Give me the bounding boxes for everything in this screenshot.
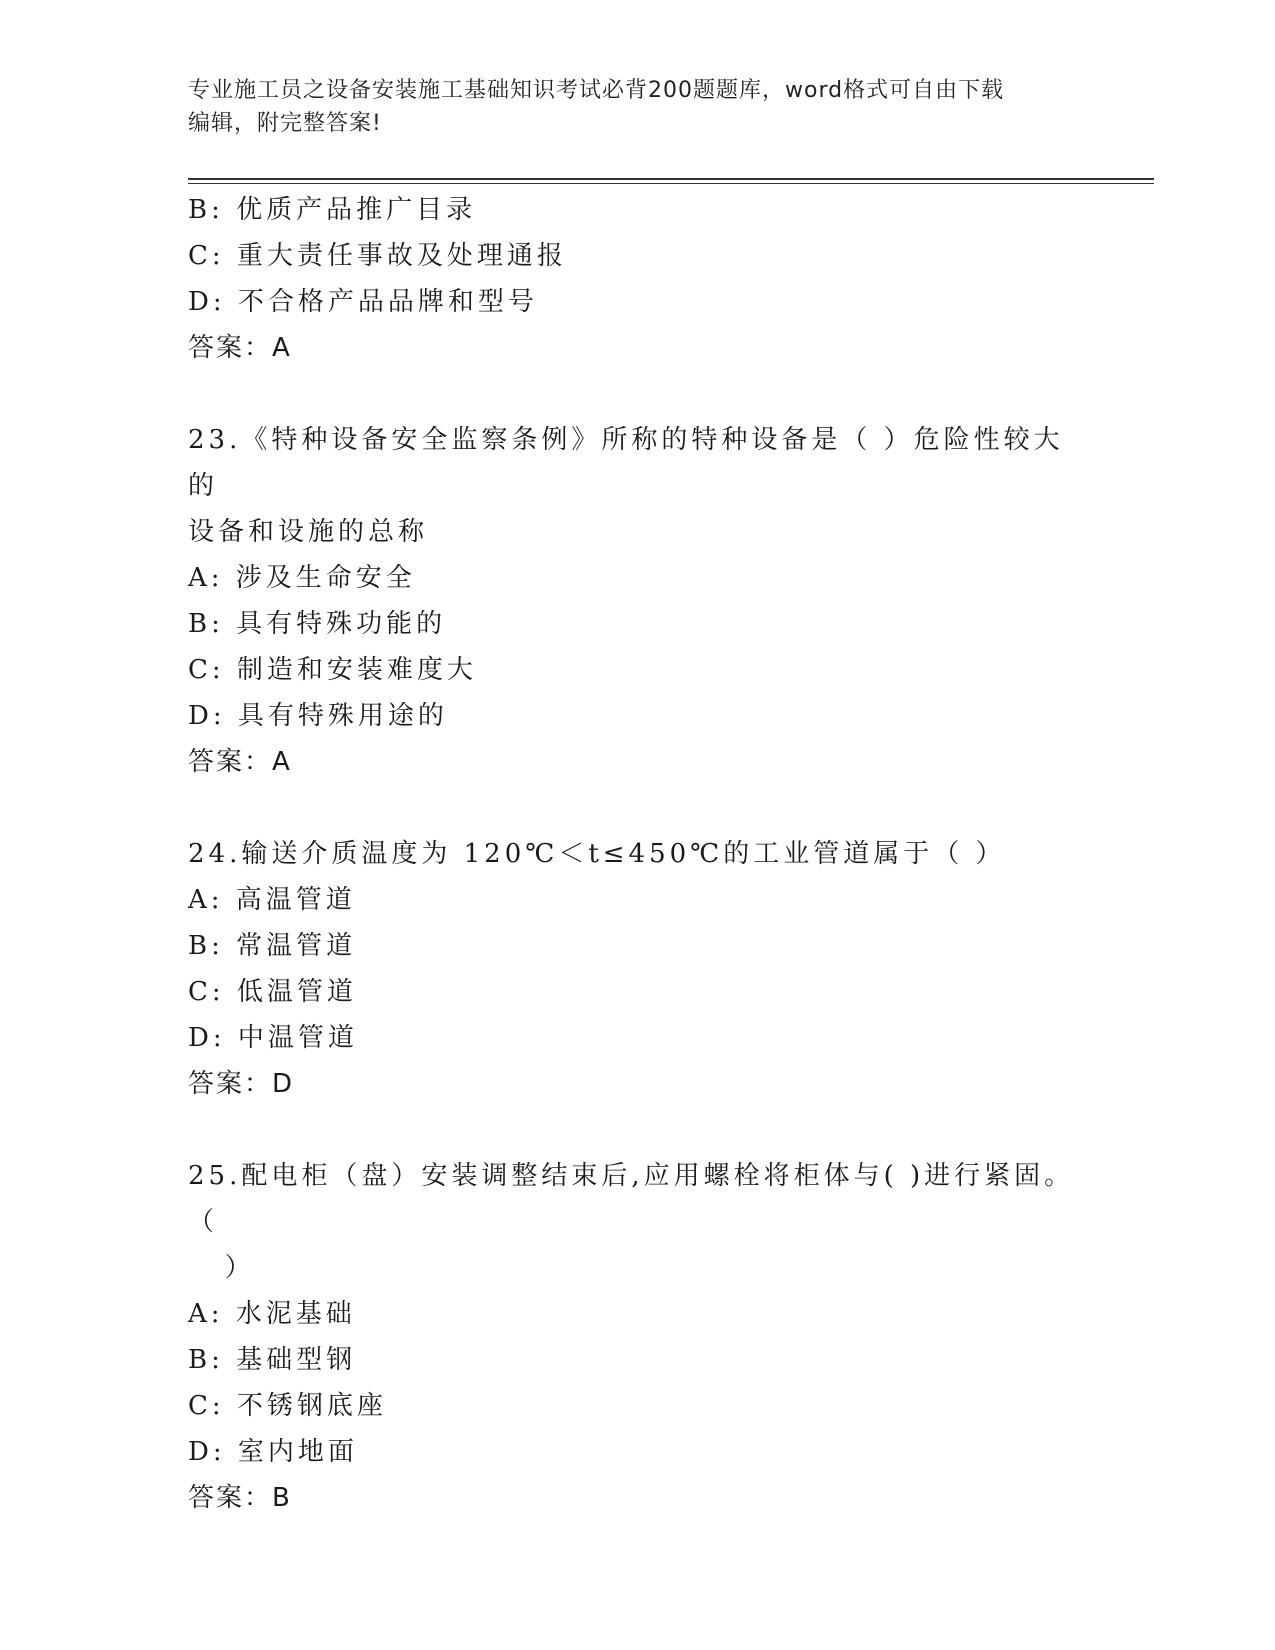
- answer-line: 答案：D: [188, 1069, 295, 1099]
- question-text-line-1: 25.配电柜（盘）安装调整结束后,应用螺栓将柜体与( )进行紧固。（: [188, 1161, 1075, 1237]
- option-b: B: 具有特殊功能的: [188, 609, 447, 639]
- option-b: B: 常温管道: [188, 931, 357, 961]
- option-c: C: 重大责任事故及处理通报: [188, 241, 567, 271]
- option-c: C: 低温管道: [188, 977, 357, 1007]
- option-b: B: 优质产品推广目录: [188, 195, 477, 225]
- option-c: C: 制造和安装难度大: [188, 655, 477, 685]
- option-a: A: 水泥基础: [188, 1299, 356, 1329]
- header-divider-thick: [188, 178, 1154, 180]
- question-25: [188, 1153, 1088, 1521]
- option-c: C: 不锈钢底座: [188, 1391, 387, 1421]
- header-divider-thin: [188, 183, 1154, 184]
- document-header: [188, 74, 1088, 140]
- answer-line: 答案：A: [188, 747, 292, 777]
- question-text-line-2: ）: [188, 1253, 255, 1283]
- document-body: [188, 187, 1088, 1521]
- option-a: A: 高温管道: [188, 885, 356, 915]
- option-d: D: 不合格产品品牌和型号: [188, 287, 538, 317]
- option-b: B: 基础型钢: [188, 1345, 357, 1375]
- question-text-line-1: 24.输送介质温度为 120℃＜t≤450℃的工业管道属于（ ）: [188, 839, 1006, 869]
- option-d: D: 具有特殊用途的: [188, 701, 448, 731]
- question-22-continued: [188, 187, 1088, 371]
- answer-line: 答案：B: [188, 1483, 292, 1513]
- question-24: [188, 831, 1088, 1107]
- answer-line: 答案：A: [188, 333, 292, 363]
- header-title-line-2: 编辑，附完整答案!: [188, 111, 382, 136]
- question-text-line-1: 23.《特种设备安全监察条例》所称的特种设备是（ ）危险性较大的: [188, 425, 1064, 501]
- question-23: [188, 417, 1088, 785]
- header-title-line-1: 专业施工员之设备安装施工基础知识考试必背200题题库，word格式可自由下载: [188, 78, 1005, 103]
- option-d: D: 中温管道: [188, 1023, 358, 1053]
- option-a: A: 涉及生命安全: [188, 563, 416, 593]
- option-d: D: 室内地面: [188, 1437, 358, 1467]
- question-text-line-2: 设备和设施的总称: [188, 517, 429, 547]
